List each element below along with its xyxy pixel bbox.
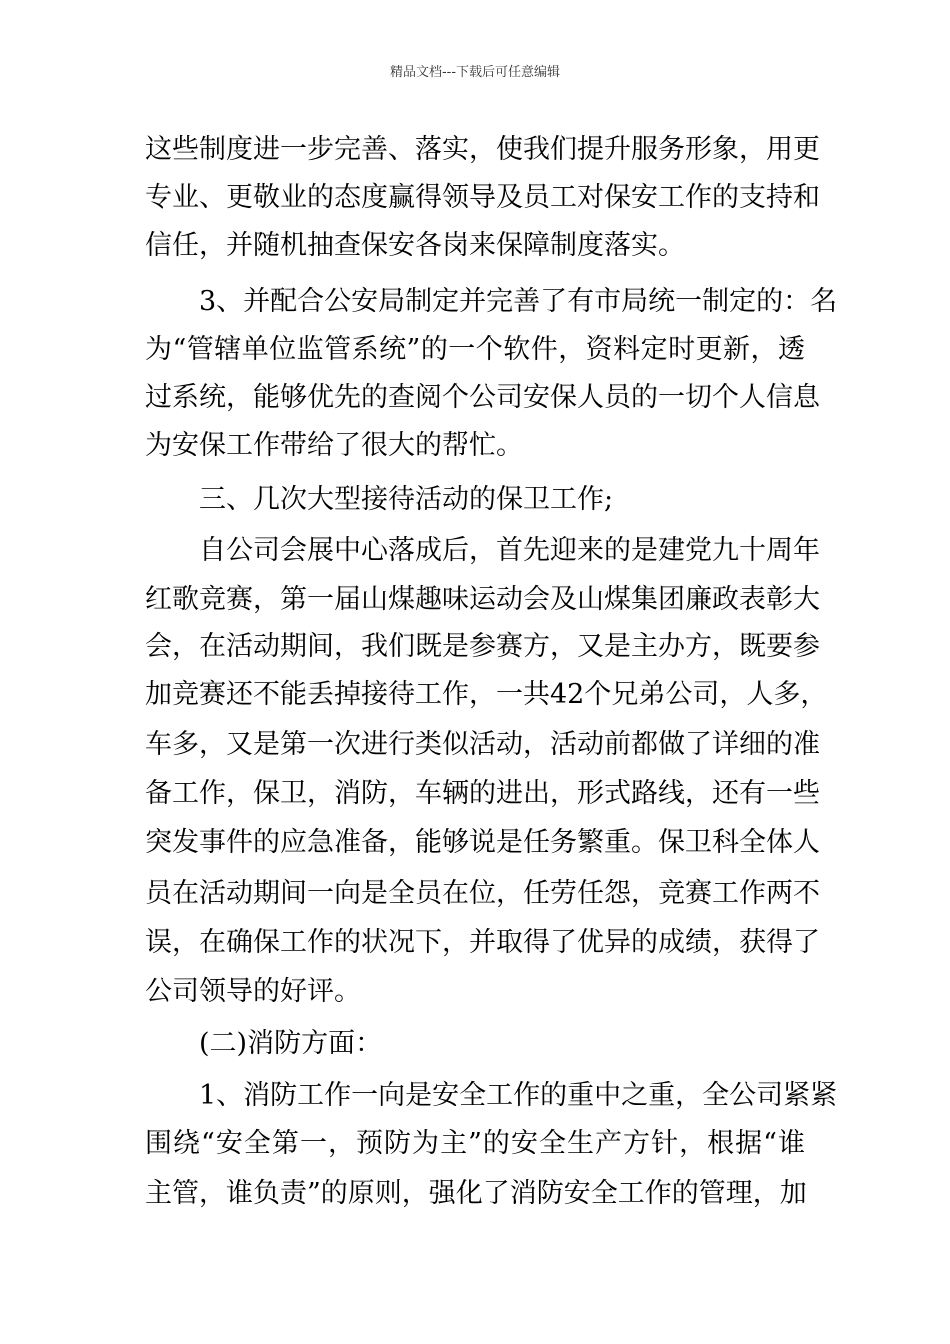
body-line: 为安保工作带给了很大的帮忙。 <box>145 430 523 461</box>
body-line: 为“管辖单位监管系统”的一个软件，资料定时更新，透 <box>145 334 805 365</box>
body-line: 车多，又是第一次进行类似活动，活动前都做了详细的准 <box>145 729 820 760</box>
body-line: 突发事件的应急准备，能够说是任务繁重。保卫科全体人 <box>145 827 820 858</box>
body-line: 主管，谁负责”的原则，强化了消防安全工作的管理，加 <box>145 1178 807 1209</box>
section-heading: 三、几次大型接待活动的保卫工作; <box>199 484 614 515</box>
page-header: 精品文档---下载后可任意编辑 <box>389 65 561 80</box>
body-line: 会，在活动期间，我们既是参赛方，又是主办方，既要参 <box>145 631 820 662</box>
body-line: 这些制度进一步完善、落实，使我们提升服务形象，用更 <box>145 134 820 165</box>
body-line: 专业、更敬业的态度赢得领导及员工对保安工作的支持和 <box>145 182 820 213</box>
body-line: 误，在确保工作的状况下，并取得了优异的成绩，获得了 <box>145 927 820 958</box>
body-line: 加竞赛还不能丢掉接待工作，一共42个兄弟公司，人多， <box>145 679 828 710</box>
body-line: 公司领导的好评。 <box>145 976 361 1007</box>
body-line: 3、并配合公安局制定并完善了有市局统一制定的：名 <box>199 286 838 317</box>
body-line: 备工作，保卫，消防，车辆的进出，形式路线，还有一些 <box>145 778 820 809</box>
body-line: 员在活动期间一向是全员在位，任劳任怨，竞赛工作两不 <box>145 878 820 909</box>
body-line: 信任，并随机抽查保安各岗来保障制度落实。 <box>145 230 685 261</box>
body-line: 过系统，能够优先的查阅个公司安保人员的一切个人信息 <box>145 382 820 413</box>
body-line: 红歌竞赛，第一届山煤趣味运动会及山煤集团廉政表彰大 <box>145 584 820 615</box>
section-heading: (二)消防方面： <box>199 1028 383 1059</box>
body-line: 1、消防工作一向是安全工作的重中之重，全公司紧紧 <box>199 1080 838 1111</box>
body-line: 围绕“安全第一，预防为主”的安全生产方针，根据“谁 <box>145 1128 805 1159</box>
body-line: 自公司会展中心落成后，首先迎来的是建党九十周年 <box>199 535 820 566</box>
